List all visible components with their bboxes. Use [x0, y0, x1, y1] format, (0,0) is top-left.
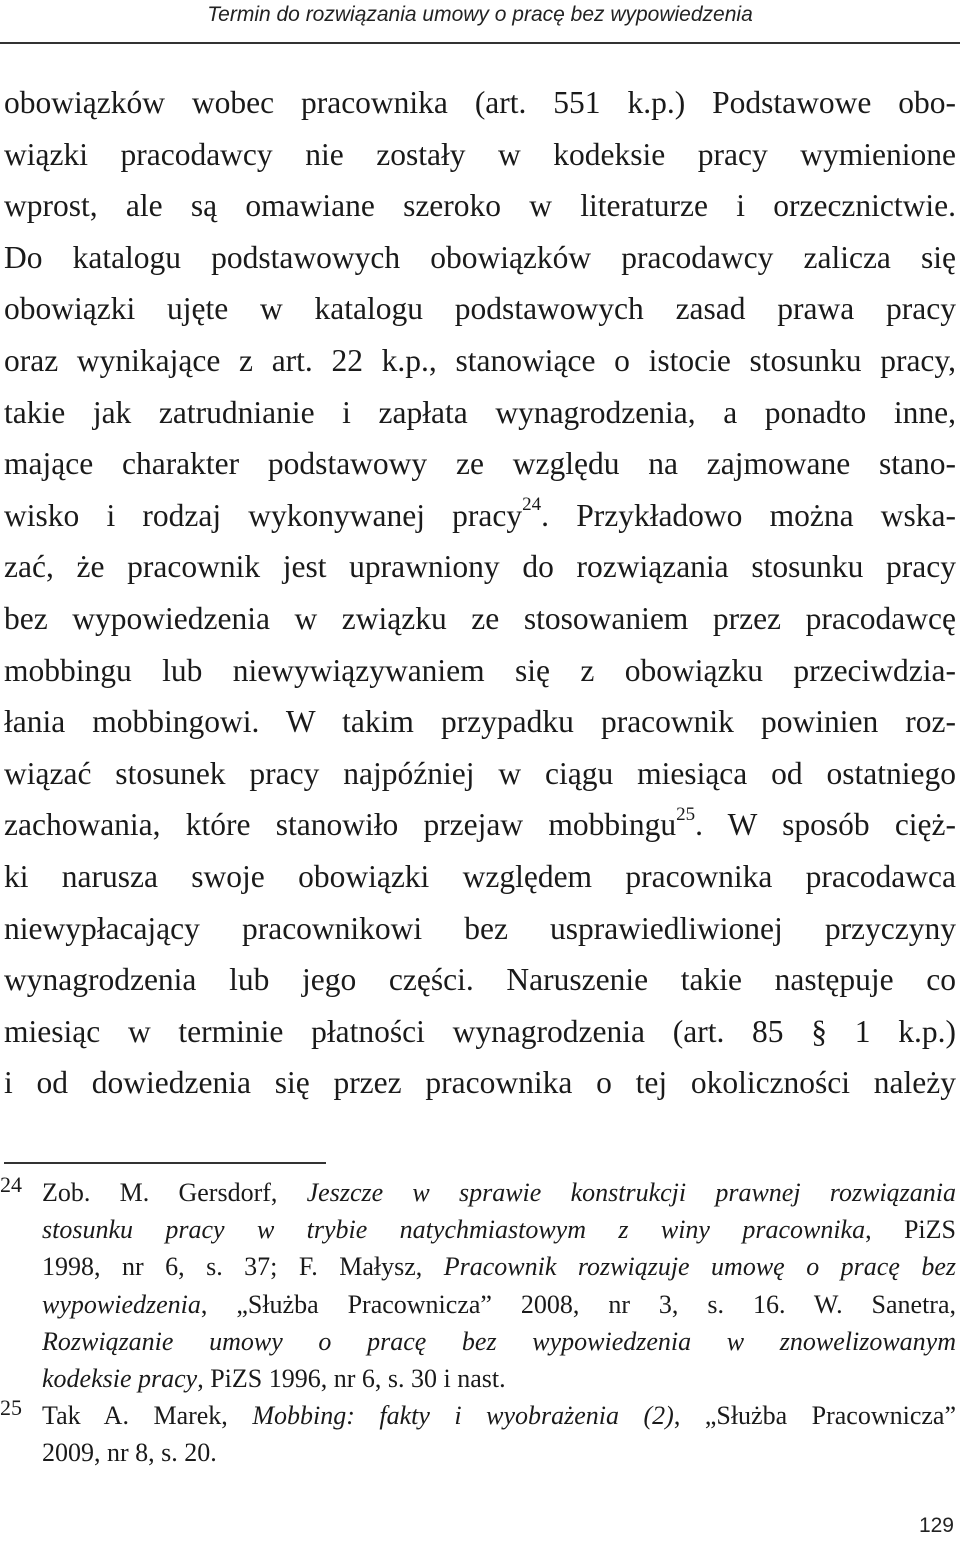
footnote-title: Pracownik rozwiązuje umowę o pracę bez	[443, 1252, 956, 1282]
body-line: wprost, ale są omawiane szeroko w literaturze i orzecznictwie.	[4, 188, 956, 224]
footnote-rule	[4, 1162, 326, 1164]
footnote-text: 1998, nr 6, s. 37; F. Małysz,	[42, 1252, 444, 1282]
body-line: wiązać stosunek pracy najpóźniej w ciągu miesiąca od ostatniego	[4, 755, 956, 791]
footnote-title: Rozwiązanie umowy o pracę bez wypowiedzenia w znowelizowanym	[42, 1326, 956, 1356]
footnote-title: Jeszcze w sprawie konstrukcji prawnej rozwiązania	[306, 1178, 956, 1207]
body-line: Do katalogu podstawowych obowiązków pracodawcy zalicza się	[4, 239, 956, 275]
footnotes	[0, 1174, 960, 1472]
body-line: obowiązków wobec pracownika (art. 551 k.p.) Podstawowe obo-	[4, 85, 956, 120]
footnote-text: , „Służba Pracownicza”	[673, 1401, 956, 1431]
footnote-title: stosunku pracy w trybie natychmiastowym z winy pracownika	[42, 1215, 866, 1245]
body-text-fragment: wisko i rodzaj wykonywanej pracy	[4, 497, 523, 533]
footnote-line	[42, 1323, 956, 1360]
body-line: mające charakter podstawowy ze względu na zajmowane stano-	[4, 446, 956, 482]
body-line: mobbingu lub niewywiązywaniem się z obowiązku przeciwdzia-	[4, 652, 956, 688]
footnote-25	[0, 1397, 956, 1471]
body-line: i od dowiedzenia się przez pracownika o tej okoliczności należy	[4, 1065, 956, 1101]
running-header: Termin do rozwiązania umowy o pracę bez wypowiedzenia	[207, 3, 753, 26]
page-number: 129	[918, 1514, 954, 1537]
body-line: takie jak zatrudnianie i zapłata wynagrodzenia, a ponadto inne,	[4, 394, 956, 430]
body-text	[4, 77, 956, 1109]
footnote-number: 24	[0, 1172, 22, 1197]
footnote-text: , PiZS 1996, nr 6, s. 30 i nast.	[197, 1364, 506, 1394]
footnote-line	[42, 1248, 956, 1285]
footnote-title: kodeksie pracy	[42, 1364, 198, 1394]
body-text-fragment: .	[695, 807, 728, 843]
footnote-24	[0, 1174, 956, 1397]
footnote-title: Mobbing: fakty i wyobrażenia (2)	[252, 1401, 674, 1431]
footnote-line	[42, 1397, 956, 1434]
footnote-text: , „Służba Pracownicza” 2008, nr 3, s. 16. W. Sanetra,	[200, 1289, 956, 1319]
footnote-title: wypowiedzenia	[42, 1289, 201, 1319]
body-line: łania mobbingowi. W takim przypadku pracownik powinien roz-	[4, 704, 956, 740]
footnote-line: 2009, nr 8, s. 20.	[42, 1438, 217, 1468]
body-line: miesiąc w terminie płatności wynagrodzenia (art. 85 § 1 k.p.)	[4, 1013, 956, 1049]
body-line: oraz wynikające z art. 22 k.p., stanowiące o istocie stosunku pracy,	[4, 342, 956, 378]
body-text-fragment: Przykładowo można wska-	[576, 497, 956, 533]
footnote-ref-25[interactable]: 25	[676, 803, 696, 825]
body-text-fragment: zachowania, które stanowiło przejaw mobbingu	[4, 807, 677, 843]
body-line: wiązki pracodawcy nie zostały w kodeksie pracy wymienione	[4, 136, 956, 172]
body-line: bez wypowiedzenia w związku ze stosowaniem przez pracodawcę	[4, 600, 956, 636]
body-line: zać, że pracownik jest uprawniony do rozwiązania stosunku pracy	[4, 549, 956, 585]
body-text-fragment: W sposób cięż-	[727, 807, 956, 843]
footnote-text: Tak A. Marek,	[42, 1401, 253, 1431]
header-rule	[0, 42, 960, 44]
body-line: obowiązki ujęte w katalogu podstawowych zasad prawa pracy	[4, 291, 956, 327]
body-line: ki narusza swoje obowiązki względem pracownika pracodawca	[4, 858, 956, 894]
body-line	[4, 799, 956, 851]
body-line	[4, 490, 956, 542]
footnote-ref-24[interactable]: 24	[522, 494, 542, 516]
footnote-text: , PiZS	[865, 1215, 956, 1245]
footnote-line	[42, 1360, 956, 1397]
footnote-number: 25	[0, 1395, 22, 1421]
footnote-line	[42, 1174, 956, 1211]
body-line: niewypłacający pracownikowi bez usprawiedliwionej przyczyny	[4, 910, 956, 946]
footnote-line	[42, 1211, 956, 1248]
body-text-fragment: .	[541, 497, 577, 533]
footnote-text: Zob. M. Gersdorf,	[42, 1178, 307, 1207]
body-line: wynagrodzenia lub jego części. Naruszenie takie następuje co	[4, 962, 956, 998]
footnote-line	[42, 1286, 956, 1323]
